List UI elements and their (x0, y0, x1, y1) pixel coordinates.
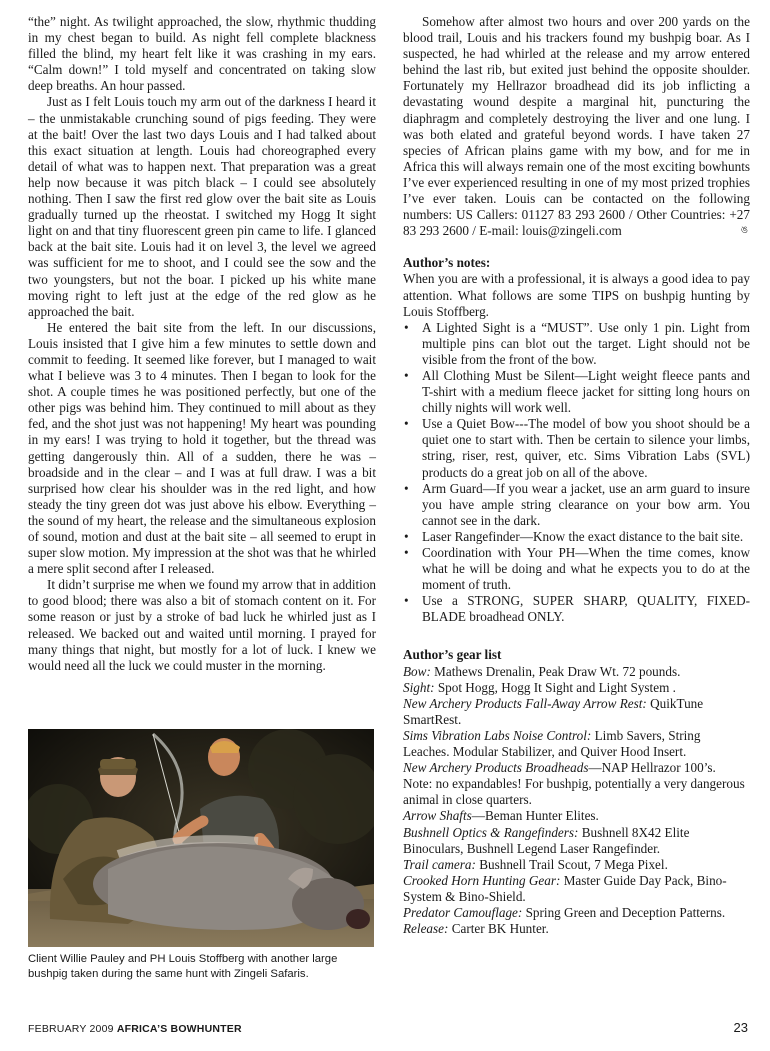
hunt-photo (28, 729, 374, 947)
gear-value: Bushnell Trail Scout, 7 Mega Pixel. (475, 856, 668, 872)
gear-item (403, 776, 750, 808)
list-item: • Laser Rangefinder—Know the exact distance to the bait site. (403, 529, 750, 545)
gear-key: Sims Vibration Labs Noise Control: (403, 727, 592, 743)
gear-value: Spring Green and Deception Patterns. (522, 904, 726, 920)
gear-item (403, 873, 750, 905)
list-item: • All Clothing Must be Silent—Light weight fleece pants and T-shirt with a medium fleece jacket for sitting long hours on chilly nights will work well. (403, 368, 750, 416)
body-paragraph: He entered the bait site from the left. In our discussions, Louis insisted that I give him a few minutes to settle down and commit to feeding. It seemed like forever, but I managed to wait what I believe was 3 to 4 minutes. Then I began to look for the shot. A couple times he was positioned perfectly, but one of the other pigs was behind him. They continued to mill about as they fed, and the shot just was not happening! My heart was pounding in my ears! I was trying to hold it together, but the thread was getting dangerously thin. All of a sudden, there he was – broadside and in the clear – and I was at full draw. I was a bit surprised how clear his shoulder was in the red light, and how steady the tiny green dot was just above his elbow. Everything – the sound of my heart, the release and the simultaneous explosion of sound, motion and dust at the bait site – all seemed to erupt in super slow motion. My impression at the shot was that he whirled a mere split second after I released. (28, 319, 376, 577)
gear-key: Release: (403, 921, 449, 937)
gear-key: Arrow Shafts (403, 808, 472, 824)
body-paragraph (403, 14, 750, 239)
closing-paragraph-text: Somehow after almost two hours and over 200 yards on the blood trail, Louis and his trackers found my bushpig boar. As I suspected, he had whirled at the release and my arrow entered behind the last rib, but exited just behind the opposite shoulder. Fortunately my Hellrazor broadhead did its job inflicting a devastating wound despite a marginal hit, puncturing the diaphragm and completely destroying the liver and one lung. I was both elated and grateful beyond words. I have taken 27 species of African plains game with my bow, and for me in Africa this will always remain one of the most exciting bowhunts I’ve ever experienced resulting in one of my most prized trophies I’ve ever taken. Louis can be contacted on the following numbers: US Callers: 01127 83 293 2600 / Other Countries: +27 83 293 2600 / E-mail: louis@zingeli.com (403, 14, 750, 239)
page-footer (28, 1023, 242, 1035)
list-item: • A Lighted Sight is a “MUST”. Use only 1 pin. Light from multiple pins can blot out the target. Light should not be visible from the front of the bow. (403, 320, 750, 368)
gear-item (403, 857, 750, 873)
list-item: • Coordination with Your PH—When the time comes, know what he will be doing and what he expects you to do at the moment of truth. (403, 545, 750, 593)
gear-item (403, 760, 750, 776)
body-paragraph: Just as I felt Louis touch my arm out of the darkness I heard it – the unmistakable crunching sound of pigs feeding. They were at the bait! Over the last two days Louis and I had talked about this exact situation at length. Louis had choreographed every detail of what was to happen next. That preparation was a great help now because it was pitch black – I could see absolutely nothing. Then I saw the first red glow over the bait site as Louis gradually turned up the rheostat. I switched my Hogg It sight light on and that tiny fluorescent green pin came to life. I glanced back at the bait site. Louis had it on level 3, the level we agreed was sufficient for me to shoot, and I could see the sow and the two youngsters, but not the boar. I picked up his white mane moving right to left just at the edge of the red glow as he approached the bait. (28, 94, 376, 319)
gear-value: QuikTune SmartRest. (403, 695, 704, 727)
end-of-article-icon: ঙ (740, 225, 748, 237)
bushpig-trophy-image (28, 729, 374, 947)
authors-notes-heading: Author’s notes: (403, 255, 491, 271)
right-column (403, 14, 750, 937)
gear-value: Limb Savers, String Leaches. Modular Stabilizer, and Quiver Hood Insert. (403, 727, 701, 760)
gear-key: Trail camera: (403, 856, 476, 872)
list-item: • Arm Guard—If you wear a jacket, use an arm guard to insure you have ample string clearance on your bow arm. You cannot see in the dark. (403, 481, 750, 529)
gear-list-heading: Author’s gear list (403, 647, 502, 663)
gear-item (403, 921, 750, 937)
gear-value: —Beman Hunter Elites. (471, 808, 599, 824)
tips-list (403, 320, 750, 626)
gear-value: Note: no expandables! For bushpig, potentially a very dangerous animal in close quarters. (403, 776, 745, 808)
body-paragraph: “the” night. As twilight approached, the slow, rhythmic thudding in my chest began to build. As night fell complete blackness filled the blind, my heart felt like it was crashing in my ears. “Calm down!” I told myself and concentrated on taking slow deep breaths. An hour passed. (28, 14, 376, 94)
gear-value: Bushnell 8X42 Elite Binoculars, Bushnell Legend Laser Rangefinder. (403, 824, 690, 856)
gear-value: Mathews Drenalin, Peak Draw Wt. 72 pounds. (430, 663, 681, 679)
gear-item (403, 808, 750, 824)
gear-list (403, 664, 750, 938)
left-column (28, 14, 376, 674)
publication-name: AFRICA’S BOWHUNTER (116, 1023, 242, 1035)
gear-key: Predator Camouflage: (403, 904, 523, 920)
gear-item (403, 905, 750, 921)
gear-key: New Archery Products Fall-Away Arrow Rest: (403, 695, 647, 711)
gear-key: Bushnell Optics & Rangefinders: (403, 824, 579, 840)
gear-key: New Archery Products Broadheads (403, 760, 589, 776)
gear-item (403, 825, 750, 857)
list-item: • Use a Quiet Bow---The model of bow you shoot should be a quiet one to start with. Then be certain to silence your limbs, string, riser, rest, quiver, etc. Sims Vibration Labs (SVL) products do a great job on all of the above. (403, 416, 750, 480)
gear-item (403, 728, 750, 760)
gear-key: Sight: (403, 679, 435, 695)
gear-value: Spot Hogg, Hogg It Sight and Light System . (434, 679, 676, 695)
gear-value: Master Guide Day Pack, Bino-System & Bino-Shield. (403, 872, 727, 904)
gear-item (403, 664, 750, 680)
photo-caption: Client Willie Pauley and PH Louis Stoffberg with another large bushpig taken during the same hunt with Zingeli Safaris. (28, 953, 338, 980)
page-number: 23 (733, 1020, 748, 1035)
body-paragraph: It didn’t surprise me when we found my arrow that in addition to good blood; there was also a bit of stomach content on it. For some reason or just by a stroke of bad luck he whirled just as I released. We backed out and waited until morning. I prayed for many things that night, but mostly for a lot of luck. I knew we would need all the luck we could muster in the morning. (28, 577, 377, 673)
notes-intro: When you are with a professional, it is always a good idea to pay attention. What follows are some TIPS on bushpig hunting by Louis Stoffberg. (403, 271, 750, 319)
gear-value: Carter BK Hunter. (448, 921, 549, 937)
gear-value: —NAP Hellrazor 100’s. (588, 760, 716, 776)
issue-date: FEBRUARY 2009 (28, 1023, 114, 1035)
gear-key: Crooked Horn Hunting Gear: (403, 872, 561, 888)
gear-item (403, 696, 750, 728)
gear-key: Bow: (403, 663, 431, 679)
list-item: • Use a STRONG, SUPER SHARP, QUALITY, FIXED-BLADE broadhead ONLY. (403, 593, 750, 625)
gear-item (403, 680, 750, 696)
